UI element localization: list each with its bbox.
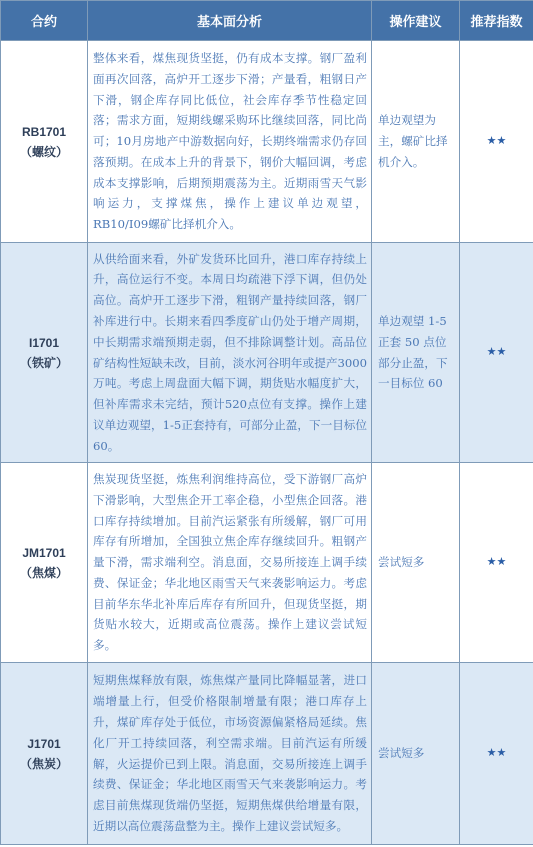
rating-stars: ★★ <box>460 663 533 845</box>
contract-code: RB1701 <box>21 124 67 139</box>
analysis-cell: 焦炭现货坚挺，炼焦利润维持高位，受下游钢厂高炉下滑影响，大型焦企开工率企稳，小型焦企回落。港口库存持续增加。目前汽运紧张有所缓解，钢厂可用库存有所增加，全国独立焦企库存继续回升。粗钢产量下滑，需求端利空。消息面，交易所接连上调手续费、保证金；华北地区雨雪天气来袭影响运力。考虑目前华东华北补库后库存有所回升，但现货坚挺，期货贴水较大，近期或高位震荡。操作上建议尝试短多。 <box>88 463 372 663</box>
contract-code: J1701 <box>27 736 61 751</box>
table-row-j1701 <box>1 663 533 845</box>
analysis-cell: 短期焦煤释放有限，炼焦煤产量同比降幅显著，进口端增量上行，但受价格限制增量有限；港口库存上升，煤矿库存处于低位，市场资源偏紧格局延续。焦化厂开工持续回落，利空需求端。目前汽运有所缓解，火运提价已到上限。消息面，交易所接连上调手续费、保证金；华北地区雨雪天气来袭影响运力。考虑目前焦煤现货端仍坚挺，短期焦煤供给增量有限，近期以高位震荡盘整为主。操作上建议尝试短多。 <box>88 663 372 845</box>
advice-cell: 尝试短多 <box>372 463 460 663</box>
table-row-i1701 <box>1 243 533 463</box>
table-row-rb1701 <box>1 41 533 243</box>
table-row-jm1701 <box>1 463 533 663</box>
advice-cell: 单边观望 1-5 正套 50 点位部分止盈，下一目标位 60 <box>372 243 460 463</box>
analysis-cell: 整体来看，煤焦现货坚挺，仍有成本支撑。钢厂盈利面再次回落，高炉开工逐步下滑；产量看，粗钢日产下滑，钢企库存同比低位，社会库存季节性稳定回落；需求方面，短期线螺采购环比继续回落，同比尚可；10月房地产中游数据向好，长期终端需求仍存回落预期。在成本上升的背景下，钢价大幅回调，考虑成本支撑影响，后期预期震荡为主。近期雨雪天气影响运力，支撑煤焦，操作上建议单边观望，RB10/I09螺矿比择机介入。 <box>88 41 372 243</box>
contract-cell <box>1 243 88 463</box>
contract-name: （螺纹） <box>19 144 68 159</box>
advice-cell: 尝试短多 <box>372 663 460 845</box>
header-rating: 推荐指数 <box>460 1 533 41</box>
contract-cell <box>1 41 88 243</box>
contract-code: I1701 <box>28 335 60 350</box>
contract-code: JM1701 <box>22 545 66 560</box>
contract-name: （焦炭） <box>19 756 68 771</box>
header-contract: 合约 <box>1 1 88 41</box>
contract-name: （焦煤） <box>19 565 68 580</box>
rating-stars: ★★ <box>460 243 533 463</box>
header-advice: 操作建议 <box>372 1 460 41</box>
header-analysis: 基本面分析 <box>88 1 372 41</box>
contract-cell <box>1 463 88 663</box>
rating-stars: ★★ <box>460 41 533 243</box>
analysis-cell: 从供给面来看，外矿发货环比回升，港口库存持续上升，高位运行不变。本周日均疏港下浮下调，但仍处高位。高炉开工逐步下滑，粗钢产量持续回落，钢厂补库进行中。长期来看四季度矿山仍处于增产周期，中长期需求端预期走弱，但不排除调整计划。高品位矿结构性短缺未改，目前，淡水河谷明年或提产3000万吨。考虑上周盘面大幅下调，期货贴水幅度扩大，但补库需求未完结，预计520点位有支撑。操作上建议单边观望，1-5正套持有，可部分止盈，下一目标位60。 <box>88 243 372 463</box>
contract-cell <box>1 663 88 845</box>
advice-cell: 单边观望为主，螺矿比择机介入。 <box>372 41 460 243</box>
contract-name: （铁矿） <box>19 355 68 370</box>
rating-stars: ★★ <box>460 463 533 663</box>
table-header-row <box>1 1 533 41</box>
